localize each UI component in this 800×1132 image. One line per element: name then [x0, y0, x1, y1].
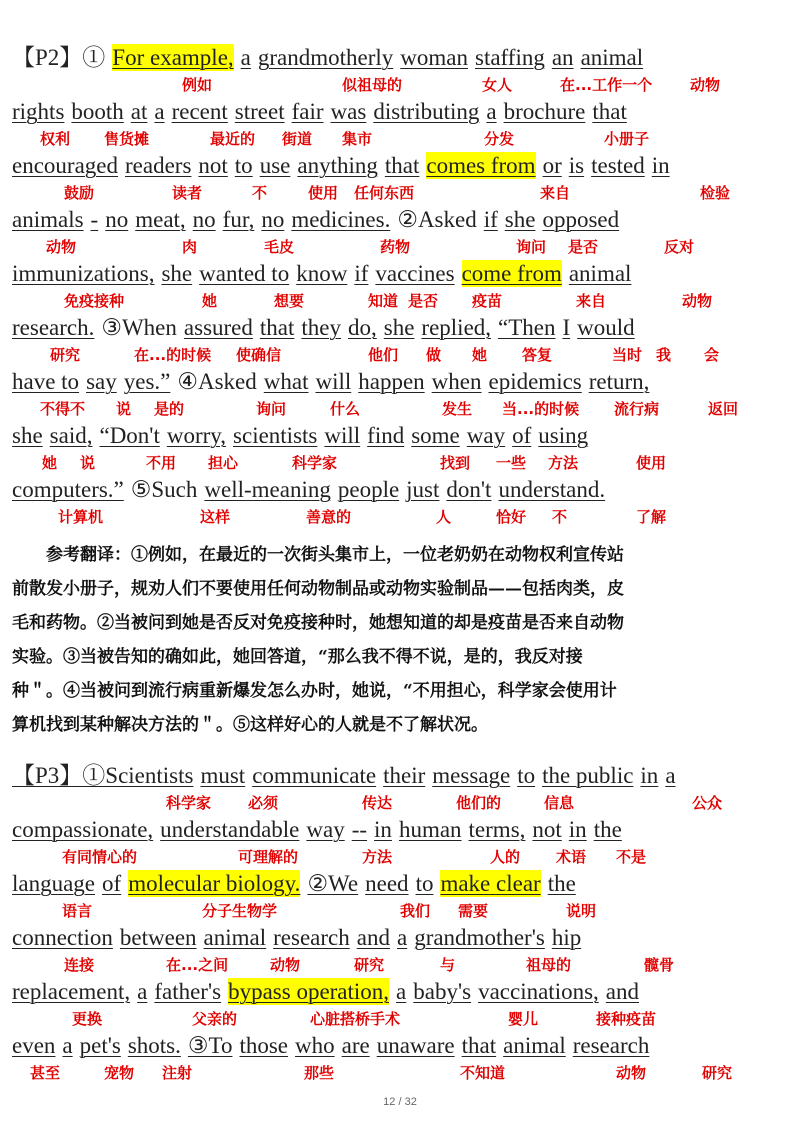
chinese-gloss: 不是	[616, 848, 647, 866]
highlighted-phrase: come from	[461, 261, 562, 286]
chinese-gloss: 善意的	[306, 508, 352, 526]
chinese-gloss: 研究	[354, 956, 385, 974]
word: of	[102, 871, 122, 896]
word: anything	[297, 153, 378, 178]
word: research	[273, 925, 350, 950]
word: are	[341, 1033, 370, 1058]
chinese-gloss: 语言	[62, 902, 93, 920]
word: yes.”	[123, 369, 171, 394]
word: a	[240, 45, 251, 70]
chinese-gloss: 女人	[482, 76, 513, 94]
word: no	[192, 207, 216, 232]
word: that	[384, 153, 420, 178]
word: of	[512, 423, 532, 448]
word: animal	[503, 1033, 566, 1058]
translation-line: 算机找到某种解决方法的＂。⑤这样好心的人就是不了解状况。	[12, 715, 488, 735]
word: in	[640, 763, 659, 788]
chinese-gloss: 她	[472, 346, 488, 364]
highlighted-phrase: molecular biology.	[128, 871, 301, 896]
word: would	[577, 315, 635, 340]
word: compassionate,	[12, 817, 154, 842]
text-line	[12, 870, 788, 897]
word: ③To	[187, 1033, 233, 1058]
word: ⑤Such	[130, 477, 198, 502]
chinese-gloss: 有同情心的	[62, 848, 138, 866]
word: grandmotherly	[257, 45, 394, 70]
word: animal	[568, 261, 632, 286]
chinese-gloss: 检验	[700, 184, 731, 202]
word: vaccinations,	[478, 979, 599, 1004]
word: well-meaning	[204, 477, 331, 502]
gloss-line	[12, 507, 788, 527]
chinese-gloss: 是否	[568, 238, 599, 256]
word: fur,	[222, 207, 255, 232]
chinese-gloss: 公众	[692, 794, 723, 812]
chinese-gloss: 可理解的	[238, 848, 299, 866]
word: if	[483, 207, 498, 232]
chinese-gloss: 信息	[544, 794, 575, 812]
chinese-gloss: 不	[552, 508, 568, 526]
translation-line: 前散发小册子，规劝人们不要使用任何动物制品或动物实验制品——包括肉类，皮	[12, 579, 624, 599]
word: when	[431, 369, 482, 394]
chinese-gloss: 做	[426, 346, 442, 364]
word: the	[547, 871, 576, 896]
word: a	[137, 979, 148, 1004]
text-line	[12, 978, 788, 1005]
word: grandmother's	[414, 925, 545, 950]
text-line	[12, 98, 788, 125]
chinese-gloss: 例如	[182, 76, 213, 94]
chinese-gloss: 疫苗	[472, 292, 503, 310]
chinese-gloss: 使用	[636, 454, 667, 472]
word: “Don't	[99, 423, 160, 448]
chinese-gloss: 祖母的	[526, 956, 572, 974]
chinese-gloss: 她	[42, 454, 58, 472]
chinese-gloss: 在...之间	[166, 956, 229, 974]
chinese-gloss: 术语	[556, 848, 587, 866]
chinese-gloss: 不用	[146, 454, 177, 472]
word: the	[593, 817, 622, 842]
chinese-gloss: 发生	[442, 400, 473, 418]
word: some	[411, 423, 460, 448]
gloss-line	[12, 453, 788, 473]
word: terms,	[468, 817, 526, 842]
gloss-line	[12, 345, 788, 365]
word: their	[383, 763, 426, 788]
word: tested	[591, 153, 645, 178]
word: and	[356, 925, 390, 950]
word: in	[651, 153, 670, 178]
word: she	[161, 261, 193, 286]
word: recent	[171, 99, 228, 124]
chinese-gloss: 在...的时候	[134, 346, 212, 364]
text-line	[12, 44, 788, 71]
word: just	[406, 477, 440, 502]
word: a	[665, 763, 676, 788]
chinese-gloss: 甚至	[30, 1064, 61, 1082]
word: not	[198, 153, 228, 178]
word: she	[383, 315, 415, 340]
word: said,	[49, 423, 93, 448]
chinese-gloss: 计算机	[58, 508, 104, 526]
chinese-gloss: 是否	[408, 292, 439, 310]
word: language	[12, 871, 96, 896]
gloss-line	[12, 291, 788, 311]
chinese-gloss: 集市	[342, 130, 373, 148]
word: 【P2】①	[12, 45, 106, 70]
chinese-gloss: 是的	[154, 400, 185, 418]
gloss-line	[12, 1063, 788, 1083]
word: if	[354, 261, 369, 286]
chinese-gloss: 必须	[248, 794, 279, 812]
chinese-gloss: 科学家	[166, 794, 212, 812]
text-line	[12, 314, 788, 341]
word: even	[12, 1033, 56, 1058]
word: shots.	[127, 1033, 181, 1058]
word: not	[532, 817, 562, 842]
translation-line: 毛和药物。②当被问到她是否反对免疫接种时，她想知道的却是疫苗是否来自动物	[12, 613, 624, 633]
chinese-gloss: 肉	[182, 238, 198, 256]
chinese-gloss: 父亲的	[192, 1010, 238, 1028]
chinese-gloss: 人	[436, 508, 452, 526]
gloss-line	[12, 399, 788, 419]
chinese-gloss: 注射	[162, 1064, 193, 1082]
text-line	[12, 422, 788, 449]
word: who	[295, 1033, 335, 1058]
chinese-gloss: 与	[440, 956, 456, 974]
chinese-gloss: 研究	[702, 1064, 733, 1082]
chinese-gloss: 询问	[516, 238, 547, 256]
word: to	[234, 153, 253, 178]
word: no	[105, 207, 129, 232]
word: no	[261, 207, 285, 232]
word: the public	[542, 763, 634, 788]
word: understandable	[160, 817, 300, 842]
word: hip	[551, 925, 582, 950]
chinese-gloss: 使确信	[236, 346, 282, 364]
word: pet's	[79, 1033, 121, 1058]
chinese-gloss: 分发	[484, 130, 515, 148]
chinese-gloss: 小册子	[604, 130, 650, 148]
word: computers.”	[12, 477, 124, 502]
word: to	[517, 763, 536, 788]
word: using	[538, 423, 589, 448]
word: worry,	[166, 423, 227, 448]
word: vaccines	[375, 261, 455, 286]
word: to	[415, 871, 434, 896]
translation-line: 参考翻译：①例如，在最近的一次街头集市上，一位老奶奶在动物权利宣传站	[46, 545, 624, 565]
word: “Then	[498, 315, 556, 340]
word: is	[568, 153, 585, 178]
text-line	[12, 816, 788, 843]
word: animal	[580, 45, 644, 70]
chinese-gloss: 动物	[46, 238, 77, 256]
chinese-gloss: 当...的时候	[502, 400, 580, 418]
chinese-gloss: 担心	[208, 454, 239, 472]
text-line	[12, 476, 788, 503]
chinese-gloss: 动物	[616, 1064, 647, 1082]
word: encouraged	[12, 153, 118, 178]
word: I	[562, 315, 571, 340]
highlighted-phrase: make clear	[440, 871, 541, 896]
word: replacement,	[12, 979, 131, 1004]
chinese-gloss: 我	[656, 346, 672, 364]
chinese-gloss: 他们	[368, 346, 399, 364]
word: use	[259, 153, 291, 178]
gloss-line	[12, 129, 788, 149]
chinese-gloss: 鼓励	[64, 184, 95, 202]
chinese-gloss: 什么	[330, 400, 361, 418]
word: was	[330, 99, 367, 124]
word: immunizations,	[12, 261, 155, 286]
gloss-line	[12, 183, 788, 203]
word: --	[351, 817, 368, 842]
highlighted-phrase: For example,	[112, 45, 234, 70]
word: know	[296, 261, 348, 286]
word: meat,	[135, 207, 186, 232]
word: animal	[203, 925, 267, 950]
chinese-gloss: 动物	[270, 956, 301, 974]
word: ③When	[101, 315, 177, 340]
word: say	[86, 369, 117, 394]
chinese-gloss: 返回	[708, 400, 739, 418]
word: medicines.	[291, 207, 391, 232]
word: must	[200, 763, 246, 788]
word: those	[239, 1033, 289, 1058]
gloss-line	[12, 1009, 788, 1029]
word: assured	[183, 315, 253, 340]
chinese-gloss: 分子生物学	[202, 902, 278, 920]
word: baby's	[413, 979, 472, 1004]
chinese-gloss: 说	[80, 454, 96, 472]
text-line	[12, 762, 788, 789]
chinese-gloss: 需要	[458, 902, 489, 920]
chinese-gloss: 研究	[50, 346, 81, 364]
chinese-gloss: 答复	[522, 346, 553, 364]
word: what	[263, 369, 309, 394]
text-line	[12, 260, 788, 287]
chinese-gloss: 在...工作一个	[560, 76, 653, 94]
chinese-gloss: 一些	[496, 454, 527, 472]
highlighted-phrase: comes from	[426, 153, 536, 178]
chinese-gloss: 他们的	[456, 794, 502, 812]
text-line	[12, 152, 788, 179]
chinese-gloss: 更换	[72, 1010, 103, 1028]
word: in	[568, 817, 587, 842]
word: ②Asked	[397, 207, 477, 232]
chinese-gloss: 来自	[540, 184, 571, 202]
word: in	[374, 817, 392, 842]
chinese-gloss: 药物	[380, 238, 411, 256]
word: that	[592, 99, 627, 124]
word: they	[301, 315, 341, 340]
chinese-gloss: 使用	[308, 184, 339, 202]
word: ②We	[307, 871, 359, 896]
chinese-gloss: 免疫接种	[64, 292, 125, 310]
word: a	[396, 979, 407, 1004]
chinese-gloss: 询问	[256, 400, 287, 418]
word: way	[306, 817, 345, 842]
word: a	[396, 925, 408, 950]
chinese-gloss: 髋骨	[644, 956, 675, 974]
word: find	[367, 423, 405, 448]
chinese-gloss: 会	[704, 346, 720, 364]
word: message	[432, 763, 511, 788]
chinese-gloss: 不得不	[40, 400, 86, 418]
word: communicate	[252, 763, 377, 788]
word: epidemics	[488, 369, 582, 394]
word: opposed	[542, 207, 620, 232]
word: and	[605, 979, 640, 1004]
gloss-line	[12, 847, 788, 867]
chinese-gloss: 不	[252, 184, 268, 202]
text-line	[12, 368, 788, 395]
chinese-gloss: 人的	[490, 848, 521, 866]
word: woman	[400, 45, 468, 70]
text-line	[12, 206, 788, 233]
chinese-gloss: 不知道	[460, 1064, 506, 1082]
word: that	[259, 315, 295, 340]
word: fair	[291, 99, 324, 124]
word: scientists	[233, 423, 318, 448]
word: unaware	[376, 1033, 455, 1058]
word: staffing	[475, 45, 545, 70]
chinese-gloss: 动物	[682, 292, 713, 310]
word: readers	[125, 153, 192, 178]
chinese-gloss: 找到	[440, 454, 471, 472]
chinese-gloss: 来自	[576, 292, 607, 310]
word: a	[154, 99, 165, 124]
word: will	[324, 423, 361, 448]
chinese-gloss: 心脏搭桥手术	[310, 1010, 401, 1028]
word: street	[234, 99, 285, 124]
chinese-gloss: 权利	[40, 130, 71, 148]
chinese-gloss: 恰好	[496, 508, 527, 526]
page-number: 12 / 32	[383, 1096, 417, 1108]
gloss-line	[12, 955, 788, 975]
highlighted-phrase: bypass operation,	[228, 979, 390, 1004]
word: happen	[358, 369, 425, 394]
chinese-gloss: 任何东西	[354, 184, 415, 202]
chinese-gloss: 当时	[612, 346, 643, 364]
chinese-gloss: 方法	[548, 454, 579, 472]
word: -	[90, 207, 99, 232]
gloss-line	[12, 901, 788, 921]
word: rights	[12, 99, 65, 124]
translation-line: 种＂。④当被问到流行病重新爆发怎么办时，她说，“不用担心，科学家会使用计	[12, 681, 617, 701]
chinese-gloss: 连接	[64, 956, 95, 974]
chinese-gloss: 想要	[274, 292, 305, 310]
word: have to	[12, 369, 80, 394]
word: a	[62, 1033, 73, 1058]
word: she	[504, 207, 536, 232]
word: return,	[588, 369, 650, 394]
chinese-gloss: 接种疫苗	[596, 1010, 657, 1028]
word: father's	[154, 979, 222, 1004]
word: people	[337, 477, 400, 502]
text-line	[12, 924, 788, 951]
word: need	[365, 871, 409, 896]
word: between	[119, 925, 197, 950]
chinese-gloss: 这样	[200, 508, 231, 526]
word: way	[466, 423, 506, 448]
word: wanted to	[199, 261, 290, 286]
chinese-gloss: 说	[116, 400, 132, 418]
word: she	[12, 423, 43, 448]
chinese-gloss: 说明	[566, 902, 597, 920]
chinese-gloss: 我们	[400, 902, 431, 920]
chinese-gloss: 动物	[690, 76, 721, 94]
chinese-gloss: 似祖母的	[342, 76, 403, 94]
chinese-gloss: 宠物	[104, 1064, 135, 1082]
chinese-gloss: 流行病	[614, 400, 660, 418]
word: human	[398, 817, 462, 842]
word: do,	[348, 315, 377, 340]
chinese-gloss: 她	[202, 292, 218, 310]
chinese-gloss: 毛皮	[264, 238, 295, 256]
word: distributing	[373, 99, 480, 124]
word: brochure	[503, 99, 586, 124]
gloss-line	[12, 237, 788, 257]
gloss-line	[12, 75, 788, 95]
chinese-gloss: 方法	[362, 848, 393, 866]
word: at	[130, 99, 148, 124]
translation-text	[12, 538, 788, 742]
gloss-line	[12, 793, 788, 813]
word: 【P3】①Scientists	[12, 763, 194, 788]
chinese-gloss: 了解	[636, 508, 667, 526]
word: that	[461, 1033, 497, 1058]
chinese-gloss: 婴儿	[508, 1010, 539, 1028]
word: replied,	[421, 315, 492, 340]
word: an	[551, 45, 574, 70]
chinese-gloss: 知道	[368, 292, 399, 310]
word: ④Asked	[177, 369, 257, 394]
chinese-gloss: 最近的	[210, 130, 256, 148]
translation-line: 实验。③当被告知的确如此，她回答道，“那么我不得不说，是的，我反对接	[12, 647, 583, 667]
word: a	[486, 99, 497, 124]
chinese-gloss: 那些	[304, 1064, 335, 1082]
chinese-gloss: 反对	[664, 238, 695, 256]
word: connection	[12, 925, 113, 950]
word: research	[572, 1033, 650, 1058]
word: research.	[12, 315, 95, 340]
chinese-gloss: 读者	[172, 184, 203, 202]
chinese-gloss: 售货摊	[104, 130, 150, 148]
chinese-gloss: 科学家	[292, 454, 338, 472]
word: understand.	[498, 477, 606, 502]
word: don't	[446, 477, 492, 502]
chinese-gloss: 传达	[362, 794, 393, 812]
word: or	[542, 153, 562, 178]
word: animals	[12, 207, 84, 232]
word: booth	[71, 99, 124, 124]
word: will	[315, 369, 352, 394]
chinese-gloss: 街道	[282, 130, 313, 148]
text-line	[12, 1032, 788, 1059]
